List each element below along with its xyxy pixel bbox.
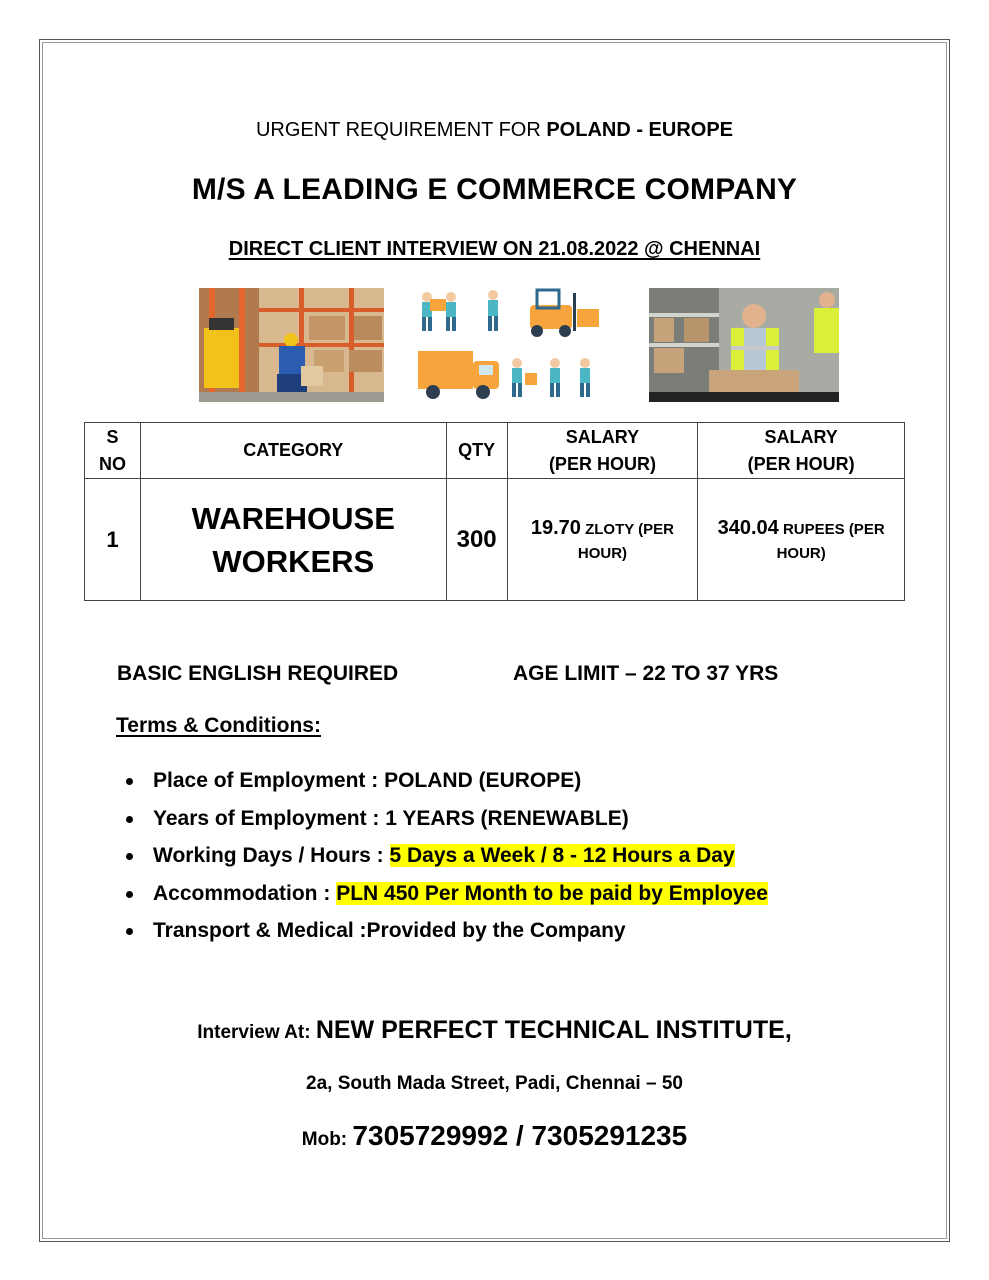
- row-sno: 1: [85, 479, 141, 601]
- terms-title: Terms & Conditions:: [116, 714, 321, 737]
- list-item: Years of Employment : 1 YEARS (RENEWABLE): [118, 801, 768, 839]
- table-header-row: [85, 423, 905, 479]
- terms-list: [118, 763, 768, 951]
- row-qty: 300: [446, 479, 507, 601]
- contact-mobile: Mob: 7305729992 / 7305291235: [301, 1120, 688, 1151]
- interview-date-text: DIRECT CLIENT INTERVIEW ON 21.08.2022 @ CHENNAI: [228, 238, 761, 260]
- interview-venue: Interview At: NEW PERFECT TECHNICAL INSTITUTE,: [197, 1016, 792, 1044]
- header-category: CATEGORY: [140, 423, 446, 479]
- table-row: [85, 479, 905, 601]
- urgent-prefix: URGENT REQUIREMENT FOR: [255, 119, 547, 141]
- company-title: M/S A LEADING E COMMERCE COMPANY: [191, 173, 798, 206]
- highlighted-accommodation: PLN 450 Per Month to be paid by Employee: [336, 881, 768, 905]
- institute-name: NEW PERFECT TECHNICAL INSTITUTE: [315, 1016, 785, 1044]
- warehouse-workers-illustration: [415, 285, 607, 405]
- list-item: Accommodation : PLN 450 Per Month to be paid by Employee: [118, 876, 768, 914]
- header-sno: S NO: [85, 423, 141, 479]
- row-salary-rupees: 340.04 RUPEES (PER HOUR): [698, 479, 905, 601]
- age-limit: AGE LIMIT – 22 TO 37 YRS: [513, 662, 779, 685]
- header-salary-zloty: SALARY (PER HOUR): [507, 423, 698, 479]
- urgent-location: POLAND - EUROPE: [546, 119, 734, 141]
- warehouse-worker-vest-photo: [649, 288, 839, 402]
- venue-address: 2a, South Mada Street, Padi, Chennai – 50: [306, 1073, 683, 1094]
- english-requirement: BASIC ENGLISH REQUIRED: [117, 662, 399, 685]
- job-table: [84, 422, 905, 601]
- interview-date-line: [0, 238, 989, 261]
- warehouse-forklift-photo: [199, 288, 384, 402]
- header-qty: QTY: [446, 423, 507, 479]
- header-salary-rupees: SALARY (PER HOUR): [698, 423, 905, 479]
- urgent-requirement-line: [0, 119, 989, 142]
- row-salary-zloty: 19.70 ZLOTY (PER HOUR): [507, 479, 698, 601]
- page-border-inner: [42, 42, 947, 1239]
- row-category: WAREHOUSE WORKERS: [140, 479, 446, 601]
- list-item: Place of Employment : POLAND (EUROPE): [118, 763, 768, 801]
- list-item: Working Days / Hours : 5 Days a Week / 8 - 12 Hours a Day: [118, 838, 768, 876]
- highlighted-working-hours: 5 Days a Week / 8 - 12 Hours a Day: [389, 844, 735, 867]
- mobile-numbers: 7305729992 / 7305291235: [352, 1120, 688, 1151]
- list-item: Transport & Medical :Provided by the Company: [118, 913, 768, 951]
